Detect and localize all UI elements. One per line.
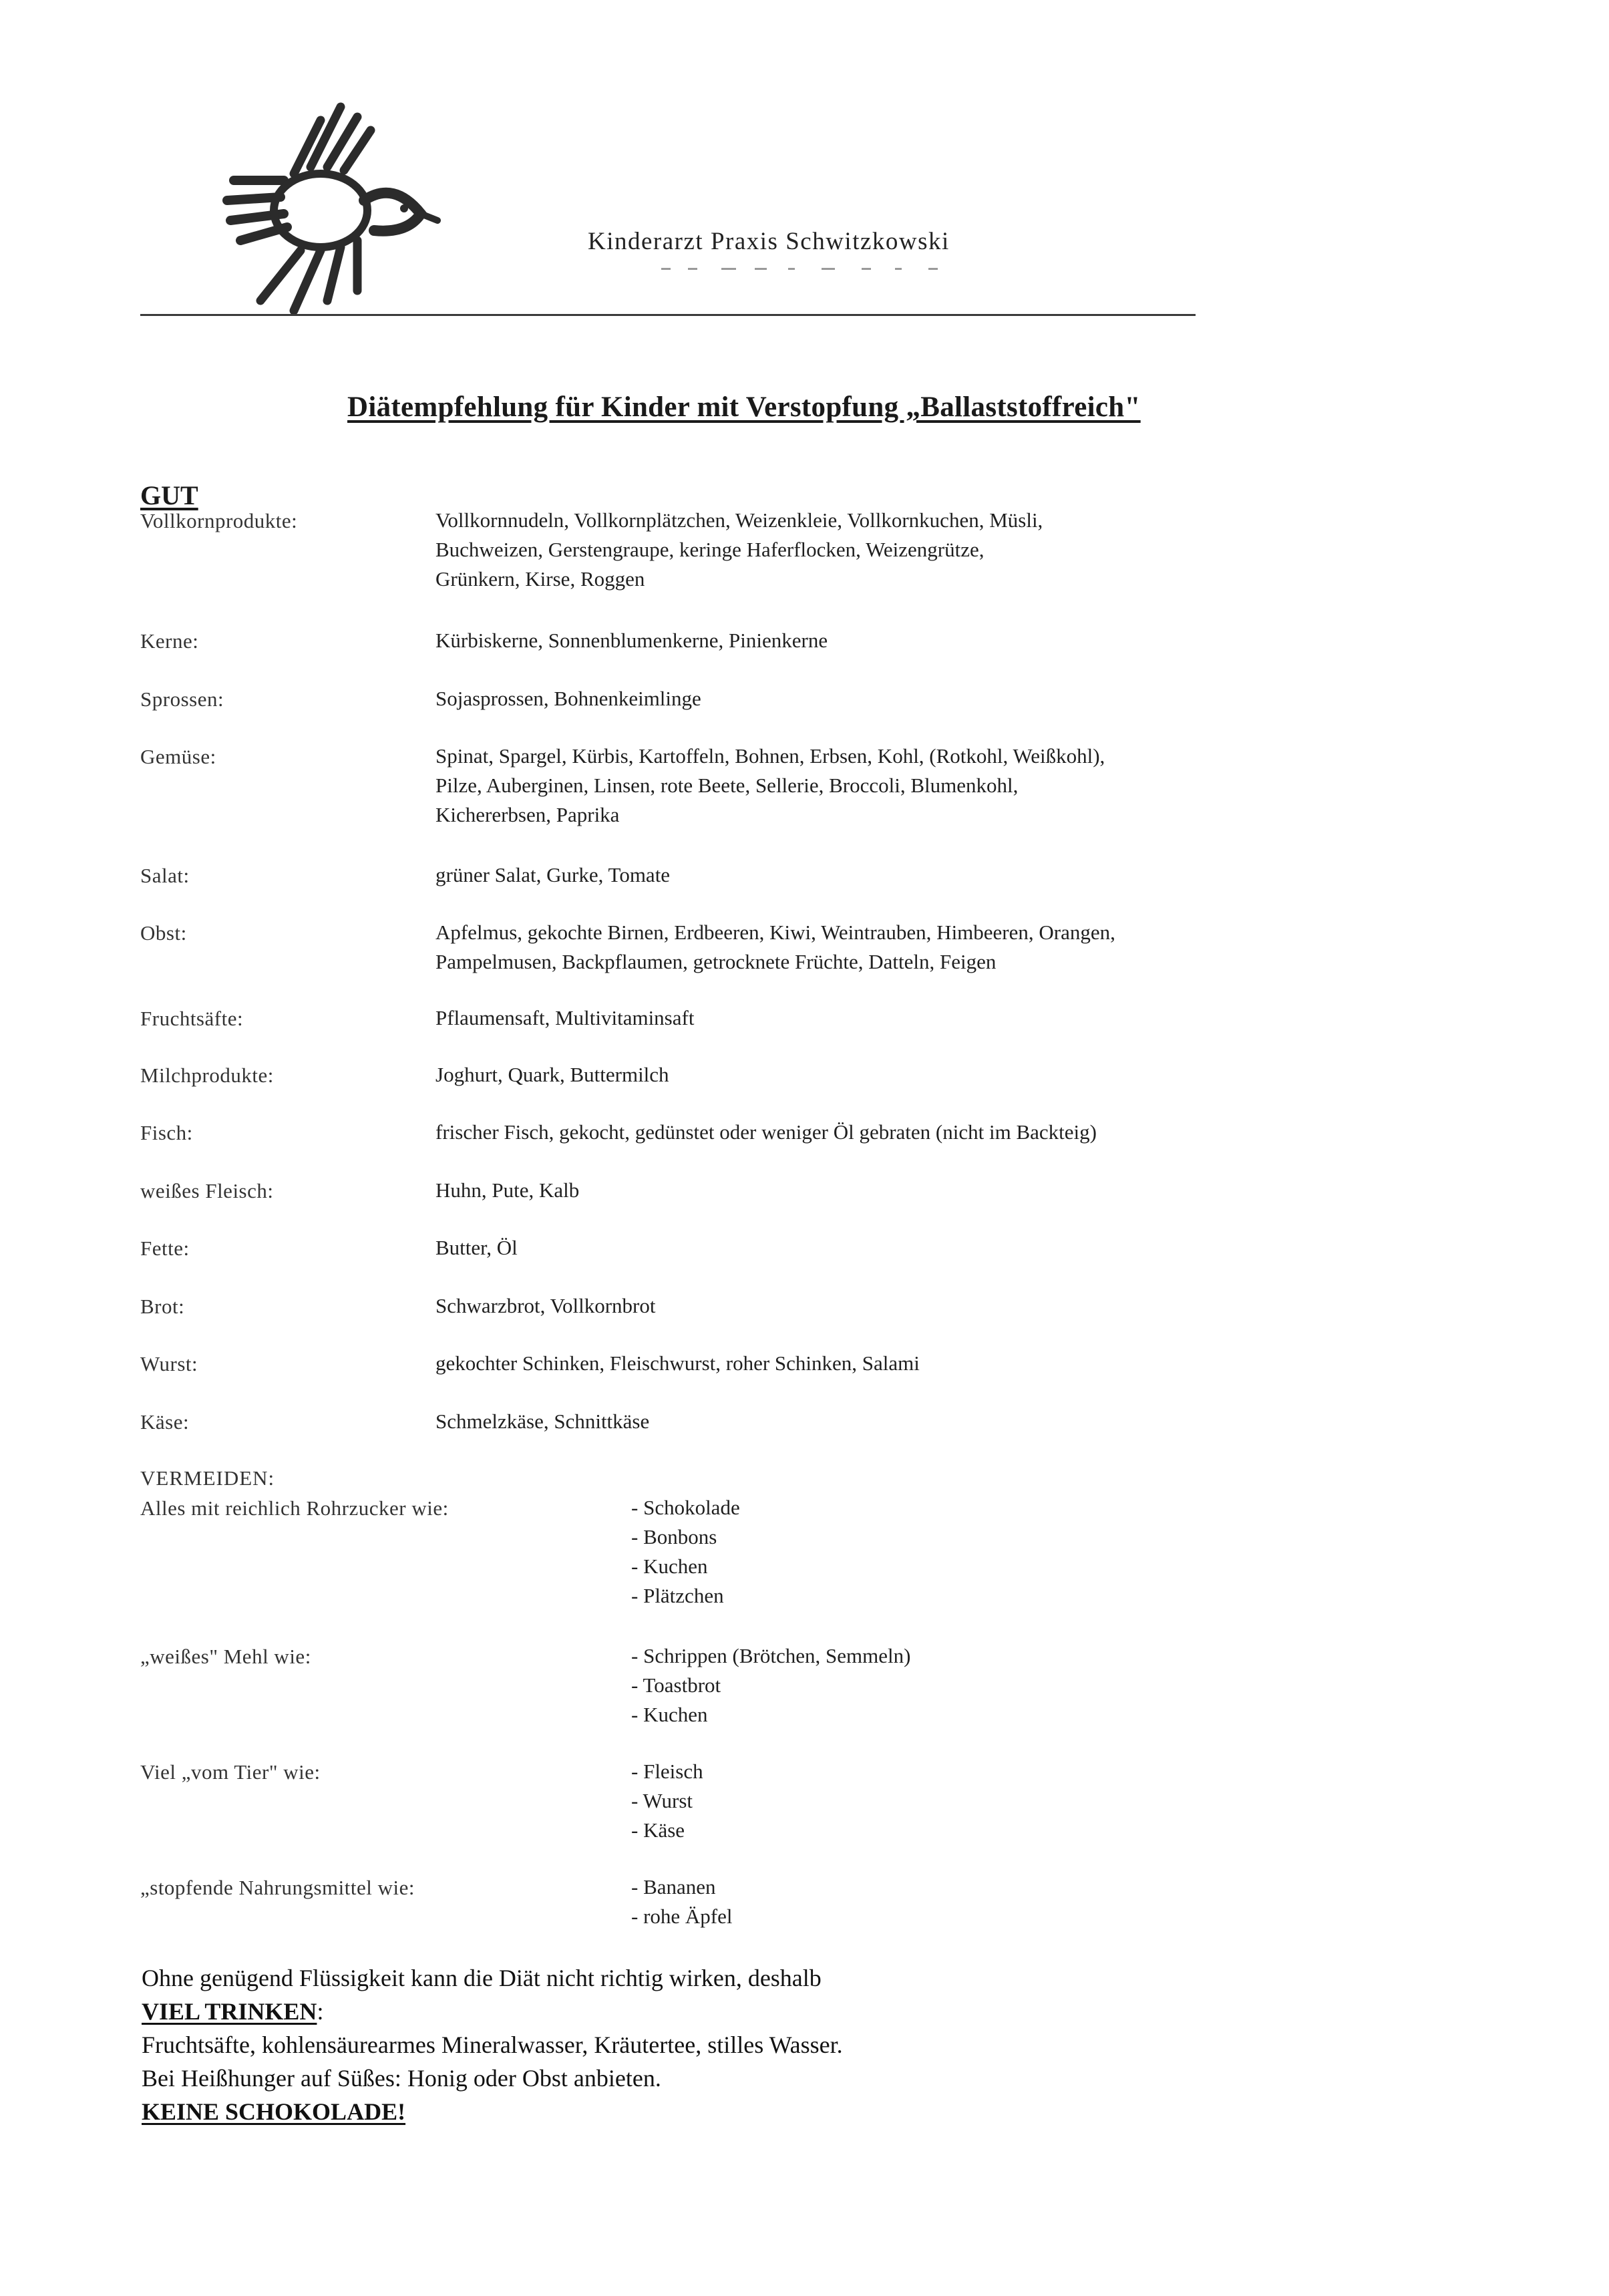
good-label-brot: Brot: — [140, 1295, 185, 1318]
good-value-fruchtsaefte: Pflaumensaft, Multivitaminsaft — [435, 1006, 695, 1029]
good-value-fisch: frischer Fisch, gekocht, gedünstet oder weniger Öl gebraten (nicht im Backteig) — [435, 1120, 1097, 1144]
good-value-wurst: gekochter Schinken, Fleischwurst, roher Schinken, Salami — [435, 1351, 920, 1375]
good-value-gemuese: Spinat, Spargel, Kürbis, Kartoffeln, Bohnen, Erbsen, Kohl, (Rotkohl, Weißkohl), Pilze, Auberginen, Linsen, rote Beete, Sellerie, Broccoli, Blumenkohl, Kichererbsen, Paprika — [435, 744, 1105, 826]
good-value-sprossen: Sojasprossen, Bohnenkeimlinge — [435, 687, 701, 710]
good-label-salat: Salat: — [140, 864, 190, 887]
no-chocolate-warning: KEINE SCHOKOLADE! — [142, 2098, 406, 2125]
good-heading: GUT — [140, 480, 198, 510]
avoid-label-stopfende: „stopfende Nahrungsmittel wie: — [140, 1876, 415, 1899]
good-value-milchprodukte: Joghurt, Quark, Buttermilch — [435, 1063, 669, 1086]
avoid-list-vom-tier: - Fleisch - Wurst - Käse — [631, 1760, 703, 1842]
header-divider — [140, 314, 1196, 316]
good-label-kerne: Kerne: — [140, 629, 199, 653]
document-title: Diätempfehlung für Kinder mit Verstopfung „Ballaststoffreich" — [347, 391, 1141, 423]
good-value-brot: Schwarzbrot, Vollkornbrot — [435, 1294, 656, 1317]
good-label-weisses-fleisch: weißes Fleisch: — [140, 1179, 274, 1202]
good-value-kaese: Schmelzkäse, Schnittkäse — [435, 1410, 650, 1433]
drink-heading: VIEL TRINKEN — [142, 1998, 317, 2025]
practice-name: Kinderarzt Praxis Schwitzkowski — [588, 228, 950, 255]
good-label-wurst: Wurst: — [140, 1352, 198, 1375]
footer-line-drinks: Fruchtsäfte, kohlensäurearmes Mineralwasser, Kräutertee, stilles Wasser. — [142, 2031, 843, 2058]
good-label-sprossen: Sprossen: — [140, 687, 224, 711]
footer-drink-line — [142, 1997, 323, 2025]
avoid-label-rohrzucker: Alles mit reichlich Rohrzucker wie: — [140, 1496, 449, 1520]
good-label-fisch: Fisch: — [140, 1121, 193, 1144]
good-value-fette: Butter, Öl — [435, 1236, 518, 1259]
footer-line-sweets: Bei Heißhunger auf Süßes: Honig oder Obst anbieten. — [142, 2065, 661, 2092]
avoid-list-rohrzucker: - Schokolade - Bonbons - Kuchen - Plätzchen — [631, 1496, 740, 1607]
good-value-obst: Apfelmus, gekochte Birnen, Erdbeeren, Kiwi, Weintrauben, Himbeeren, Orangen, Pampelmusen, Backpflaumen, getrocknete Früchte, Datteln, Feigen — [435, 921, 1115, 973]
good-value-weisses-fleisch: Huhn, Pute, Kalb — [435, 1178, 580, 1202]
good-label-obst: Obst: — [140, 921, 187, 945]
footer-line-fluid: Ohne genügend Flüssigkeit kann die Diät nicht richtig wirken, deshalb — [142, 1965, 822, 1991]
good-label-vollkornprodukte: Vollkornprodukte: — [140, 509, 298, 532]
good-label-fruchtsaefte: Fruchtsäfte: — [140, 1007, 244, 1030]
avoid-list-stopfende: - Bananen - rohe Äpfel — [631, 1875, 733, 1928]
faded-address-line — [661, 265, 962, 274]
avoid-list-weisses-mehl: - Schrippen (Brötchen, Semmeln) - Toastbrot - Kuchen — [631, 1644, 911, 1726]
hands-bird-logo-icon — [220, 100, 448, 314]
avoid-heading: VERMEIDEN: — [140, 1466, 275, 1490]
avoid-label-vom-tier: Viel „vom Tier" wie: — [140, 1760, 321, 1784]
good-label-fette: Fette: — [140, 1237, 190, 1260]
good-label-kaese: Käse: — [140, 1410, 190, 1434]
good-label-gemuese: Gemüse: — [140, 745, 216, 768]
good-label-milchprodukte: Milchprodukte: — [140, 1063, 274, 1087]
avoid-label-weisses-mehl: „weißes" Mehl wie: — [140, 1645, 311, 1668]
good-value-salat: grüner Salat, Gurke, Tomate — [435, 863, 671, 886]
good-value-vollkornprodukte: Vollkornnudeln, Vollkornplätzchen, Weizenkleie, Vollkornkuchen, Müsli, Buchweizen, Gerstengraupe, keringe Haferflocken, Weizengrütze, Grünkern, Kirse, Roggen — [435, 508, 1043, 591]
drink-colon: : — [317, 1998, 324, 2025]
good-value-kerne: Kürbiskerne, Sonnenblumenkerne, Pinienkerne — [435, 629, 828, 652]
